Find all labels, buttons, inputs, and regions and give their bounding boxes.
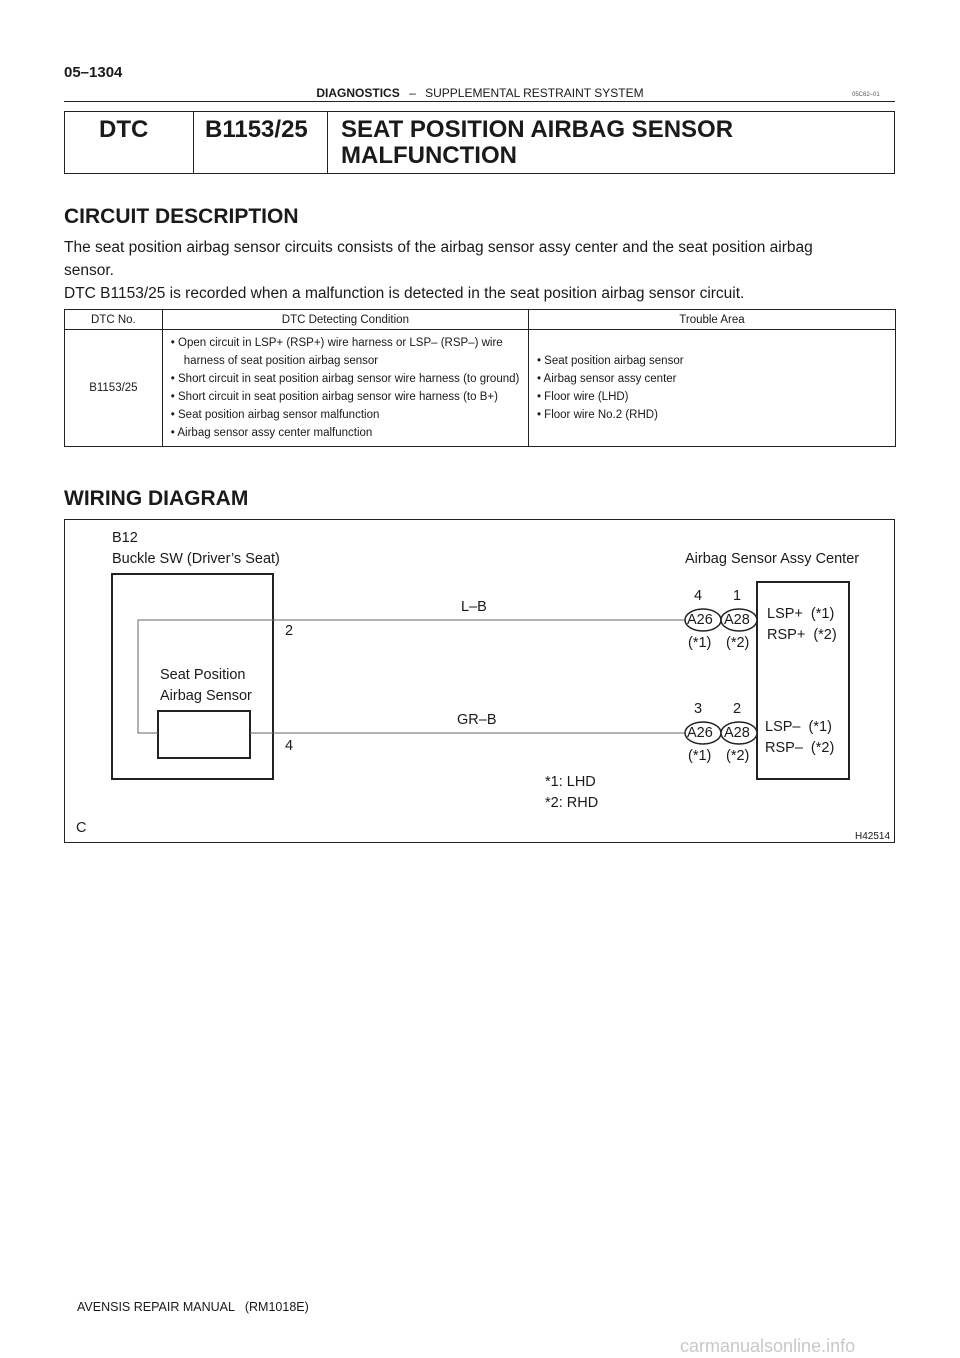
upper-pin-a28: 1 — [733, 588, 742, 604]
trouble-area-item: • Floor wire (LHD) — [536, 391, 629, 403]
lower-pin-a28: 2 — [733, 701, 742, 717]
upper-connector-a26: A26 — [687, 612, 713, 628]
header-subsection: SUPPLEMENTAL RESTRAINT SYSTEM — [425, 86, 644, 100]
condition-item: • Airbag sensor assy center malfunction — [170, 427, 373, 439]
manual-footer: AVENSIS REPAIR MANUAL (RM1018E) — [77, 1300, 309, 1314]
header-rule — [64, 101, 895, 102]
wire-color-lower: GR–B — [457, 712, 497, 728]
column-header: DTC No. — [65, 310, 163, 330]
corner-letter: C — [76, 820, 87, 836]
sensor-name-line2: Airbag Sensor — [160, 688, 252, 704]
lower-connector-a28: A28 — [724, 725, 750, 741]
legend-rhd: *2: RHD — [545, 795, 599, 811]
lower-lhd-tag: (*1) — [688, 748, 712, 764]
trouble-area-item: • Seat position airbag sensor — [536, 355, 684, 367]
lower-pin-a26: 3 — [694, 701, 703, 717]
upper-connector-a28: A28 — [724, 612, 750, 628]
center-name: Airbag Sensor Assy Center — [685, 551, 860, 567]
column-header: DTC Detecting Condition — [162, 310, 528, 330]
table-row — [65, 330, 896, 447]
lower-terminal-line2: RSP– (*2) — [765, 740, 835, 756]
column-header: Trouble Area — [528, 310, 895, 330]
dtc-code: B1153/25 — [205, 116, 308, 143]
dtc-no-cell: B1153/25 — [65, 330, 163, 447]
buckle-name: Buckle SW (Driver’s Seat) — [112, 551, 280, 567]
upper-terminal-line1: LSP+ (*1) — [767, 606, 835, 622]
trouble-area-cell — [528, 330, 895, 447]
condition-item: • Short circuit in seat position airbag sensor wire harness (to B+) — [170, 391, 498, 403]
dtc-title-line2: MALFUNCTION — [341, 142, 517, 169]
dtc-title-box — [64, 111, 895, 174]
condition-item: • Short circuit in seat position airbag sensor wire harness (to ground) — [170, 373, 520, 385]
dtc-label: DTC — [99, 116, 149, 143]
lower-rhd-tag: (*2) — [726, 748, 750, 764]
dtc-table — [64, 309, 896, 447]
wiring-diagram — [64, 519, 895, 843]
detecting-condition-cell — [162, 330, 528, 447]
description-line1: The seat position airbag sensor circuits consists of the airbag sensor assy center and the seat position airbag — [64, 239, 813, 256]
upper-rhd-tag: (*2) — [726, 635, 750, 651]
header-dash: – — [409, 86, 416, 100]
watermark: carmanualsonline.info — [680, 1336, 856, 1356]
header-section: DIAGNOSTICS — [316, 86, 400, 100]
pin-lower-left: 4 — [285, 738, 294, 754]
dtc-title-line1: SEAT POSITION AIRBAG SENSOR — [341, 116, 734, 143]
upper-lhd-tag: (*1) — [688, 635, 712, 651]
upper-terminal-line2: RSP+ (*2) — [767, 627, 837, 643]
description-line3: DTC B1153/25 is recorded when a malfunction is detected in the seat position airbag sensor circuit. — [64, 285, 745, 302]
circuit-description-text — [64, 236, 896, 305]
upper-pin-a26: 4 — [694, 588, 703, 604]
trouble-area-item: • Floor wire No.2 (RHD) — [536, 409, 658, 421]
buckle-code: B12 — [112, 530, 138, 546]
trouble-area-item: • Airbag sensor assy center — [536, 373, 677, 385]
wiring-diagram-heading: WIRING DIAGRAM — [64, 487, 249, 510]
lower-terminal-line1: LSP– (*1) — [765, 719, 832, 735]
sensor-name-line1: Seat Position — [160, 667, 246, 683]
running-header — [0, 86, 960, 100]
lower-connector-a26: A26 — [687, 725, 713, 741]
description-line2: sensor. — [64, 262, 114, 279]
wire-color-upper: L–B — [461, 599, 487, 615]
table-header-row — [65, 310, 896, 330]
header-code: 05C62–01 — [852, 92, 880, 98]
legend-lhd: *1: LHD — [545, 774, 596, 790]
circuit-description-heading: CIRCUIT DESCRIPTION — [64, 205, 299, 228]
condition-item: • Open circuit in LSP+ (RSP+) wire harness or LSP– (RSP–) wire harness of seat position airbag sensor — [170, 337, 503, 367]
figure-id: H42514 — [855, 831, 891, 842]
seat-position-sensor-box — [158, 711, 250, 758]
condition-item: • Seat position airbag sensor malfunction — [170, 409, 380, 421]
pin-upper-left: 2 — [285, 623, 294, 639]
page-number: 05–1304 — [64, 64, 123, 81]
